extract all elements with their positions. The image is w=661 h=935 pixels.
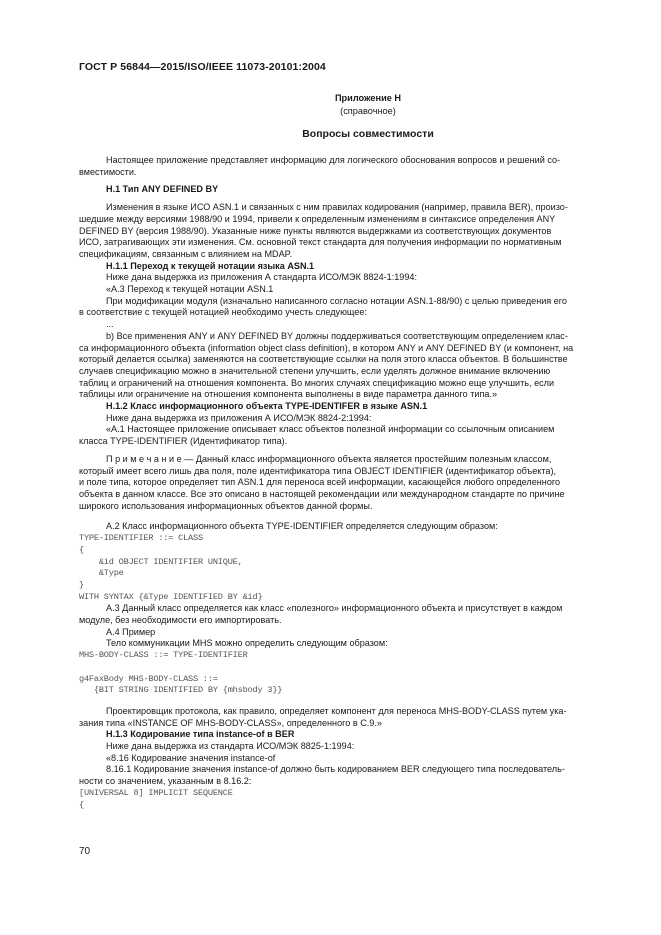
indented-line: ... <box>106 319 114 330</box>
paragraph-line: шедшие между версиями 1988/90 и 1994, привели к определенным изменениям в синтаксисе определения ANY <box>79 213 556 224</box>
paragraph-line: зания типа «INSTANCE OF MHS-BODY-CLASS», определенного в С.9.» <box>79 717 382 728</box>
section-title: Вопросы совместимости <box>302 128 434 140</box>
code-line: } <box>79 579 84 590</box>
paragraph-line: са информационного объекта (information object class definition), в котором ANY и ANY DEFINED BY (и компонент, на <box>79 342 574 353</box>
paragraph-line: класса TYPE-IDENTIFIER (Идентификатор типа). <box>79 436 288 447</box>
annex-title: Приложение Н <box>334 93 402 103</box>
code-line: {BIT STRING IDENTIFIED BY {mhsbody 3}} <box>79 685 283 696</box>
paragraph-line: ИСО, затрагивающих эти изменения. См. основной текст стандарта для получения информации по нормативным <box>79 237 562 248</box>
paragraph-line: Настоящее приложение представляет информацию для логического обоснования вопросов и решений со- <box>106 155 561 165</box>
code-line: &Type <box>79 568 124 579</box>
paragraph-line: объекта в данном классе. Все это описано в настоящей рекомендации или международном стандарте по причине <box>79 488 565 499</box>
code-line: TYPE-IDENTIFIER ::= CLASS <box>79 533 203 544</box>
paragraph-line: DEFINED BY (версия 1988/90). Указанные ниже пункты являются выдержками из соответствующих документов <box>79 225 552 236</box>
paragraph-line: спецификациям, связанным с влиянием на MDAP. <box>79 248 293 259</box>
document-body <box>79 155 614 811</box>
code-line: g4FaxBody MHS-BODY-CLASS ::= <box>79 673 218 684</box>
code-line <box>79 662 614 674</box>
indented-line: Ниже дана выдержка из приложения А стандарта ИСО/МЭК 8824-1:1994: <box>106 272 417 283</box>
paragraph-line: b) Все применения ANY и ANY DEFINED BY должны поддерживаться соответствующим определением клас- <box>106 330 568 341</box>
annex-kind: (справочное) <box>340 106 396 116</box>
note-line <box>79 454 614 466</box>
code-line: WITH SYNTAX {&Type IDENTIFIED BY &id} <box>79 591 263 602</box>
indented-line: «8.16 Кодирование значения instance-of <box>106 752 276 763</box>
code-line: [UNIVERSAL 8] IMPLICIT SEQUENCE <box>79 787 233 798</box>
code-line: { <box>79 799 84 810</box>
paragraph-line: А.3 Данный класс определяется как класс «полезного» информационного объекта и присутствует в каждом <box>106 603 563 614</box>
subsection-heading: Н.1.2 Класс информационного объекта TYPE-IDENTIFER в языке ASN.1 <box>106 401 428 412</box>
spacer <box>79 697 614 706</box>
paragraph-line: «А.1 Настоящее приложение описывает класс объектов полезной информации со ссылочным описанием <box>106 424 555 435</box>
standard-header: ГОСТ Р 56844—2015/ISO/IEEE 11073-20101:2004 <box>79 61 326 73</box>
page-number: 70 <box>79 846 91 857</box>
paragraph-line: который имеет всего лишь два поля, поле идентификатора типа OBJECT IDENTIFIER (идентификатор объекта), <box>79 465 557 476</box>
paragraph-line: Изменения в языке ИСО ASN.1 и связанных с ним правилах кодирования (например, правила BER), произо- <box>106 202 568 213</box>
indented-line: Ниже дана выдержка из приложения А ИСО/МЭК 8824-2:1994: <box>106 412 372 423</box>
paragraph-line: Проектировщик протокола, как правило, определяет компонент для переноса MHS-BODY-CLASS путем ука- <box>106 705 567 716</box>
indented-line: Тело коммуникации MHS можно определить следующим образом: <box>106 638 388 649</box>
subsection-heading: Н.1.3 Кодирование типа instance-of в BER <box>106 729 295 740</box>
code-line: { <box>79 544 84 555</box>
paragraph-line: широкого использования информационных объектов данной формы. <box>79 500 373 511</box>
note-text: — Данный класс информационного объекта является простейшим полезным классом, <box>181 453 552 464</box>
indented-line: А.4 Пример <box>106 626 156 637</box>
spacer <box>79 512 614 521</box>
paragraph-line: При модификации модуля (изначально написанного согласно нотации ASN.1-88/90) с целью приведения его <box>106 295 567 306</box>
paragraph-line: вместимости. <box>79 166 137 177</box>
paragraph-line: модуле, без необходимости его импортировать. <box>79 615 282 626</box>
annex-heading <box>0 92 661 118</box>
paragraph-line: ности со значением, указанным в 8.16.2: <box>79 776 252 787</box>
indented-line: А.2 Класс информационного объекта TYPE-IDENTIFIER определяется следующим образом: <box>106 521 498 532</box>
paragraph-line: 8.16.1 Кодирование значения instance-of должно быть кодированием BER следующего типа последователь- <box>106 764 565 775</box>
paragraph-line: случаев спецификацию можно в значительной степени улучшить, если уделять должное внимание включению <box>79 365 551 376</box>
paragraph-line: таблицы или ограничение на отношения компонента выполнены в виде параметра данного типа.» <box>79 389 498 400</box>
paragraph-line: и поле типа, которое определяет тип ASN.1 для переноса всей информации, касающейся любого определенного <box>79 477 561 488</box>
note-label: П р и м е ч а н и е <box>106 453 182 464</box>
paragraph-line: который делается ссылка) заменяются на соответствующие ссылки на поля этого класса объектов. В большинстве <box>79 354 568 365</box>
code-line: MHS-BODY-CLASS ::= TYPE-IDENTIFIER <box>79 650 248 661</box>
indented-line: Ниже дана выдержка из стандарта ИСО/МЭК 8825-1:1994: <box>106 741 355 752</box>
subsection-heading: Н.1 Тип ANY DEFINED BY <box>106 184 219 195</box>
paragraph-line: в соответствие с текущей нотацией необходимо учесть следующее: <box>79 307 367 318</box>
code-line: &id OBJECT IDENTIFIER UNIQUE, <box>79 556 243 567</box>
paragraph-line: таблиц и ограничений на отношения компонента. Во многих случаях спецификацию можно еще улучшить, если <box>79 377 555 388</box>
indented-line: «А.3 Переход к текущей нотации ASN.1 <box>106 284 274 295</box>
subsection-heading: Н.1.1 Переход к текущей нотации языка ASN.1 <box>106 260 315 271</box>
